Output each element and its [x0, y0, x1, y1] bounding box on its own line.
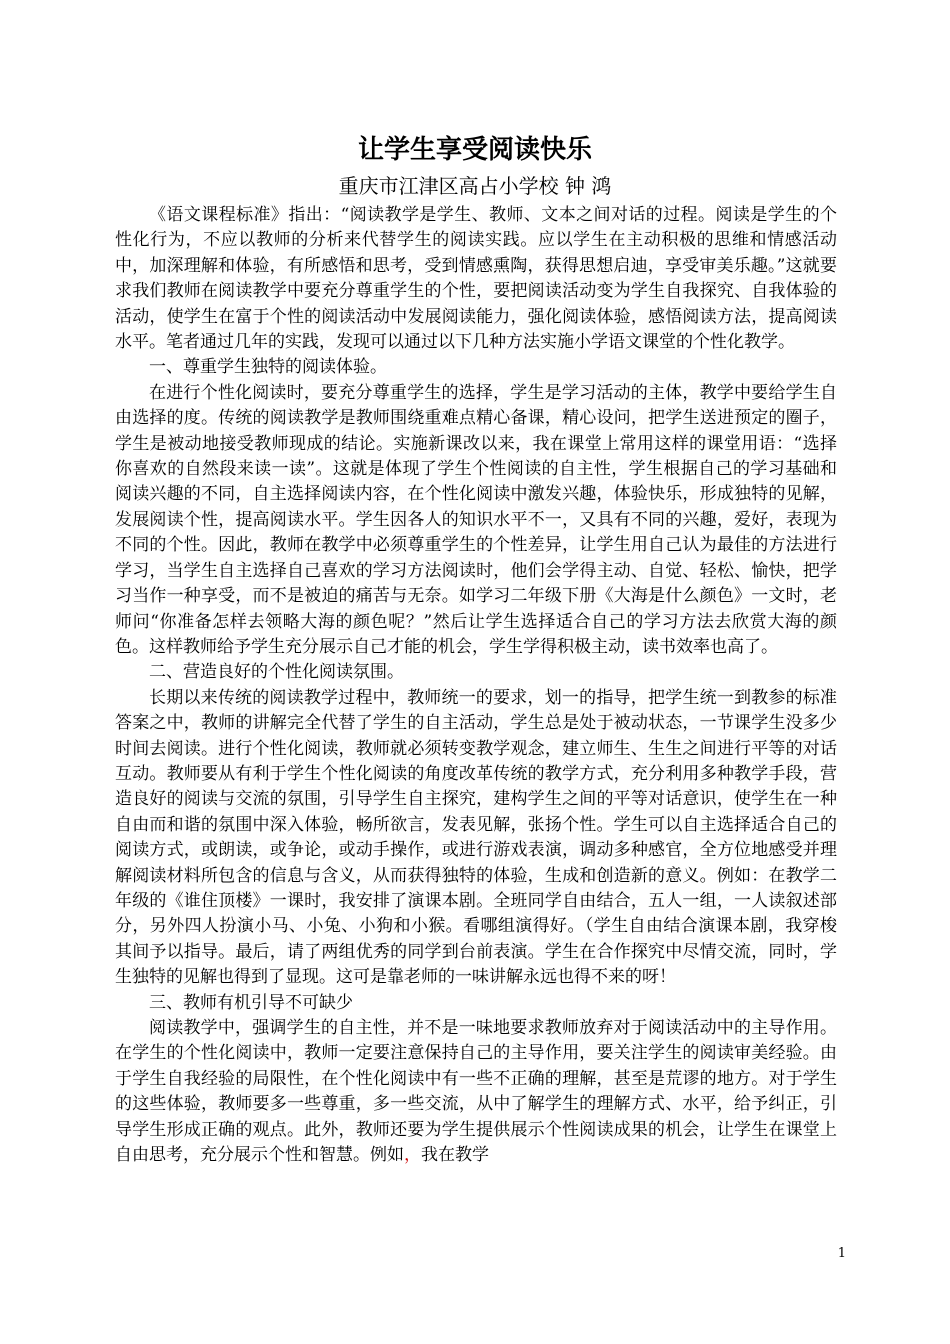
section-3-text-tail: 我在教学 [421, 1145, 489, 1166]
section-1-paragraph: 在进行个性化阅读时，要充分尊重学生的选择，学生是学习活动的主体，教学中要给学生自由选择的度。传统的阅读教学是教师围绕重难点精心备课，精心设问，把学生送进预定的圈子，学生是被动地接受教师现成的结论。实施新课改以来，我在课堂上常用这样的课堂用语：“选择你喜欢的自然段来读一读”。这就是体现了学生个性阅读的自主性，学生根据自己的学习基础和阅读兴趣的不同，自主选择阅读内容，在个性化阅读中激发兴趣，体验快乐，形成独特的见解，发展阅读个性，提高阅读水平。学生因各人的知识水平不一，又具有不同的兴趣，爱好，表现为不同的个性。因此，教师在教学中必须尊重学生的个性差异，让学生用自己认为最佳的方法进行学习，当学生自主选择自己喜欢的学习方法阅读时，他们会学得主动、自觉、轻松、愉快，把学习当作一种享受，而不是被迫的痛苦与无奈。如学习二年级下册《大海是什么颜色》一文时，老师问“你准备怎样去领略大海的颜色呢？”然后让学生选择适合自己的学习方法去欣赏大海的颜色。这样教师给予学生充分展示自己才能的机会，学生学得积极主动，读书效率也高了。 [115, 382, 837, 657]
section-heading-1: 一、尊重学生独特的阅读体验。 [149, 357, 387, 378]
section-3-text: 阅读教学中，强调学生的自主性，并不是一味地要求教师放弃对于阅读活动中的主导作用。在学生的个性化阅读中，教师一定要注意保持自己的主导作用，要关注学生的阅读审美经验。由于学生自我经验的局限性，在个性化阅读中有一些不正确的理解，甚至是荒谬的地方。对于学生的这些体验，教师要多一些尊重，多一些交流，从中了解学生的理解方式、水平，给予纠正，引导学生形成正确的观点。此外，教师还要为学生提供展示个性阅读成果的机会，让学生在课堂上自由思考，充分展示个性和智慧。例如 [115, 1018, 837, 1166]
document-body [115, 203, 837, 1168]
author-line: 重庆市江津区高占小学校 钟 鸿 [338, 174, 612, 198]
section-2-paragraph: 长期以来传统的阅读教学过程中，教师统一的要求，划一的指导，把学生统一到教参的标准答案之中，教师的讲解完全代替了学生的自主活动，学生总是处于被动状态，一节课学生没多少时间去阅读。进行个性化阅读，教师就必须转变教学观念，建立师生、生生之间进行平等的对话互动。教师要从有利于学生个性化阅读的角度改革传统的教学方式，充分利用多种教学手段，营造良好的阅读与交流的氛围，引导学生自主探究，建构学生之间的平等对话意识，使学生在一种自由而和谐的氛围中深入体验，畅所欲言，发表见解，张扬个性。学生可以自主选择适合自己的阅读方式，或朗读，或争论，或动手操作，或进行游戏表演，调动多种感官，全方位地感受并理解阅读材料所包含的信息与含义，从而获得独特的体验，生成和创造新的意义。例如：在教学二年级的《谁住顶楼》一课时，我安排了演课本剧。全班同学自由结合，五人一组，一人读叙述部分，另外四人扮演小马、小兔、小狗和小猴。看哪组演得好。（学生自由结合演课本剧，我穿梭其间予以指导。最后，请了两组优秀的同学到台前表演。学生在合作探究中尽情交流，同时，学生独特的见解也得到了显现。这可是靠老师的一味讲解永远也得不来的呀！ [115, 687, 837, 988]
section-3-paragraph [115, 1016, 837, 1168]
red-comma: ， [404, 1145, 421, 1166]
document-title: 让学生享受阅读快乐 [357, 135, 592, 165]
page-number: 1 [837, 1246, 846, 1261]
intro-paragraph: 《语文课程标准》指出：“阅读教学是学生、教师、文本之间对话的过程。阅读是学生的个性化行为，不应以教师的分析来代替学生的阅读实践。应以学生在主动积极的思维和情感活动中，加深理解和体验，有所感悟和思考，受到情感熏陶，获得思想启迪，享受审美乐趣。”这就要求我们教师在阅读教学中要充分尊重学生的个性，要把阅读活动变为学生自我探究、自我体验的活动，使学生在富于个性的阅读活动中发展阅读能力，强化阅读体验，感悟阅读方法，提高阅读水平。笔者通过几年的实践，发现可以通过以下几种方法实施小学语文课堂的个性化教学。 [115, 205, 837, 353]
section-heading-3: 三、教师有机引导不可缺少 [149, 992, 353, 1013]
section-heading-2: 二、营造良好的个性化阅读氛围。 [149, 662, 404, 683]
